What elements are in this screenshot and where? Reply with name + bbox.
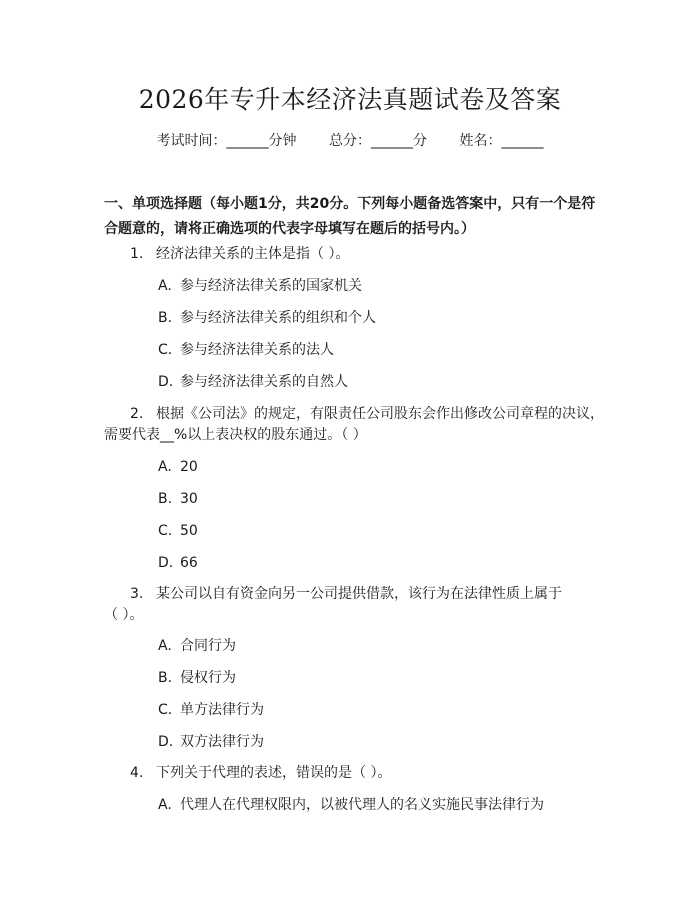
option-text: 单方法律行为	[180, 702, 264, 718]
option-c	[158, 521, 198, 541]
option-letter: B.	[158, 310, 173, 326]
option-text: 合同行为	[180, 638, 236, 654]
option-letter: A.	[158, 638, 172, 654]
option-letter: A.	[158, 278, 172, 294]
question-1	[130, 244, 349, 264]
option-d	[158, 553, 198, 573]
option-b	[158, 308, 376, 328]
option-text: 侵权行为	[180, 670, 236, 686]
section-heading-line: 合题意的，请将正确选项的代表字母填写在题后的括号内。）	[104, 221, 475, 237]
option-c	[158, 340, 334, 360]
option-text: 参与经济法律关系的国家机关	[180, 278, 362, 294]
question-2	[130, 404, 604, 424]
question-text: （ ）。	[104, 607, 144, 623]
exam-time-field: 考试时间：______分钟	[156, 133, 297, 149]
question-number: 2.	[130, 406, 144, 422]
option-a	[158, 276, 362, 296]
student-name-field: 姓名：______	[459, 133, 544, 149]
option-letter: A.	[158, 797, 172, 813]
option-b	[158, 489, 198, 509]
option-text: 双方法律行为	[180, 734, 264, 750]
option-text: 参与经济法律关系的自然人	[180, 374, 348, 390]
option-text: 50	[180, 523, 198, 539]
question-number: 4.	[130, 765, 144, 781]
question-2-continued	[104, 425, 367, 445]
option-d	[158, 372, 348, 392]
question-text: 经济法律关系的主体是指（ ）。	[156, 246, 350, 262]
option-letter: D.	[158, 374, 174, 390]
option-a	[158, 795, 544, 815]
question-3	[130, 584, 562, 604]
option-text: 参与经济法律关系的组织和个人	[180, 310, 376, 326]
section-heading	[104, 192, 604, 242]
option-letter: C.	[158, 342, 173, 358]
option-b	[158, 668, 236, 688]
document-title: 2026年专升本经济法真题试卷及答案	[138, 85, 562, 114]
question-number: 3.	[130, 586, 144, 602]
option-text: 20	[180, 459, 198, 475]
option-letter: B.	[158, 670, 173, 686]
option-letter: C.	[158, 523, 173, 539]
option-letter: D.	[158, 555, 174, 571]
option-letter: C.	[158, 702, 173, 718]
option-c	[158, 700, 264, 720]
option-text: 66	[180, 555, 198, 571]
question-4	[130, 763, 391, 783]
option-d	[158, 732, 264, 752]
option-a	[158, 636, 236, 656]
exam-meta	[0, 131, 700, 151]
option-letter: D.	[158, 734, 174, 750]
option-a	[158, 457, 198, 477]
option-letter: A.	[158, 459, 172, 475]
question-text: 某公司以自有资金向另一公司提供借款，该行为在法律性质上属于	[156, 586, 562, 602]
question-text: 需要代表__%以上表决权的股东通过。（ ）	[104, 427, 367, 443]
option-text: 30	[180, 491, 198, 507]
total-score-field: 总分：______分	[329, 133, 427, 149]
option-text: 参与经济法律关系的法人	[180, 342, 334, 358]
option-letter: B.	[158, 491, 173, 507]
question-3-continued	[104, 605, 143, 625]
question-text: 根据《公司法》的规定，有限责任公司股东会作出修改公司章程的决议，	[156, 406, 604, 422]
option-text: 代理人在代理权限内，以被代理人的名义实施民事法律行为	[180, 797, 544, 813]
question-number: 1.	[130, 246, 144, 262]
section-heading-line: 一、单项选择题（每小题1分，共20分。下列每小题备选答案中，只有一个是符	[104, 196, 596, 212]
question-text: 下列关于代理的表述，错误的是（ ）。	[156, 765, 392, 781]
